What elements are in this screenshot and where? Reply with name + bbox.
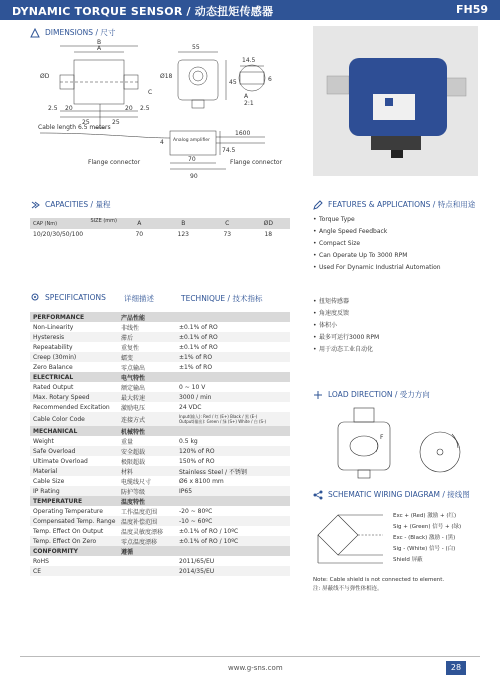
- spec-group-title-cn: 机械特性: [121, 428, 146, 436]
- dim-label-4: 4: [160, 139, 164, 146]
- list-item: • Can Operate Up To 3000 RPM: [313, 250, 441, 262]
- page-header: [0, 0, 500, 20]
- spec-value: 150% of RO: [179, 457, 215, 465]
- spec-name-cn: 最大转速: [121, 394, 146, 402]
- dim-label-90: 90: [190, 173, 198, 180]
- spec-name-cn: 极限超载: [121, 458, 146, 466]
- flange-connector-label-left: Flange connector: [88, 159, 141, 166]
- spec-name-cn: 工作温度范围: [121, 508, 158, 516]
- capacities-col-b: B: [181, 220, 186, 227]
- spec-name: Repeatability: [33, 343, 73, 351]
- table-row: [30, 516, 290, 526]
- page-number: 28: [446, 661, 466, 675]
- capacities-table: [30, 218, 290, 239]
- table-row: 10/20/30/50/100 70 123 73 18: [33, 230, 273, 238]
- table-row: [30, 342, 290, 352]
- features-list-en: [313, 214, 441, 274]
- capacities-col-a: A: [137, 220, 142, 227]
- table-row: [30, 382, 290, 392]
- spec-name: Temp. Effect On Zero: [33, 537, 97, 545]
- spec-name: Hysteresis: [33, 333, 65, 341]
- spec-group-title: PERFORMANCE: [33, 313, 85, 321]
- spec-name: Max. Rotary Speed: [33, 393, 90, 401]
- dim-label-a: A: [97, 45, 102, 52]
- gear-icon: [30, 292, 40, 302]
- table-row: [30, 446, 290, 456]
- spec-name: Cable Color Code: [33, 415, 85, 423]
- wiring-line: Exc - (Black) 激励 - (黑): [393, 535, 456, 541]
- spec-group-header: [30, 312, 290, 322]
- spec-group-header: [30, 546, 290, 556]
- wiring-line: Sig - (White) 信号 - (白): [393, 546, 456, 552]
- spec-value: -20 ~ 80ºC: [179, 507, 213, 515]
- wheatstone-bridge: [313, 505, 388, 567]
- spec-name-cn: 蠕变: [121, 354, 134, 362]
- load-direction-heading: LOAD DIRECTION / 受力方向: [313, 389, 430, 400]
- dim-label-20-right: 20: [125, 105, 133, 112]
- wiring-line: Sig + (Green) 信号 + (绿): [393, 524, 462, 530]
- spec-group-title: CONFORMITY: [33, 547, 78, 555]
- list-item: • 体积小: [313, 320, 379, 332]
- dim-label-25-right: 25: [112, 119, 120, 126]
- table-row: [30, 506, 290, 516]
- spec-name-cn: 温度补偿范围: [121, 518, 158, 526]
- dim-label-od: ØD: [40, 73, 50, 80]
- spec-value: 24 VDC: [179, 403, 202, 411]
- spec-name: Material: [33, 467, 58, 475]
- spec-value: -10 ~ 60ºC: [179, 517, 213, 525]
- cable-length-label: Cable length 6.5 meters: [38, 124, 111, 131]
- spec-group-header: [30, 372, 290, 382]
- spec-name-cn: 电缆线尺寸: [121, 478, 152, 486]
- spec-value: ±1% of RO: [179, 353, 213, 361]
- spec-group-title-cn: 产品性能: [121, 314, 146, 322]
- dim-label-14-5: 14.5: [242, 57, 256, 64]
- list-item: • 角速度反馈: [313, 308, 379, 320]
- table-row: [30, 332, 290, 342]
- dimension-drawing: [30, 38, 285, 188]
- dim-label-45: 45: [229, 79, 237, 86]
- force-label: F: [380, 434, 384, 441]
- spec-group-title: ELECTRICAL: [33, 373, 74, 381]
- torque-sensor-image: [313, 26, 478, 176]
- table-row: [30, 392, 290, 402]
- features-heading: FEATURES & APPLICATIONS / 特点和用途: [313, 199, 475, 210]
- spec-value: Stainless Steel / 不锈钢: [179, 468, 247, 476]
- spec-name: Non-Linearity: [33, 323, 74, 331]
- spec-name-cn: 重量: [121, 438, 134, 446]
- spec-name-cn: 滞后: [121, 334, 134, 342]
- table-row: [30, 456, 290, 466]
- dim-label-c: C: [148, 89, 153, 96]
- spec-value: 2011/65/EU: [179, 557, 215, 565]
- list-item: • Used For Dynamic Industrial Automation: [313, 262, 441, 274]
- table-row: [30, 322, 290, 332]
- spec-value: ±1% of RO: [179, 363, 213, 371]
- spec-name: Creep (30min): [33, 353, 77, 361]
- spec-value: 0.5 kg: [179, 437, 198, 445]
- dim-label-25-left: 25: [82, 119, 90, 126]
- spec-name-cn: 额定输出: [121, 384, 146, 392]
- spec-value: 3000 / min: [179, 393, 212, 401]
- dimensions-heading: DIMENSIONS / 尺寸: [30, 27, 115, 38]
- spec-name-cn: 重复性: [121, 344, 140, 352]
- dim-label-6: 6: [268, 76, 272, 83]
- table-row: [30, 556, 290, 566]
- spec-value: ±0.1% of RO: [179, 343, 218, 351]
- spec-name: RoHS: [33, 557, 49, 565]
- wiring-note: Note: Cable shield is not connected to element. 注: 屏蔽线不与弹性体相连。: [313, 577, 445, 592]
- spec-name: Cable Size: [33, 477, 65, 485]
- table-row: [30, 476, 290, 486]
- ruler-icon: [30, 28, 40, 38]
- spec-name-cn: [118, 566, 176, 576]
- spec-name: Ultimate Overload: [33, 457, 88, 465]
- dim-label-2-5-right: 2.5: [140, 105, 150, 112]
- dim-label-1600: 1600: [235, 130, 251, 137]
- dim-label-detail-a: A: [244, 93, 249, 100]
- table-row: [30, 566, 290, 576]
- spec-value: ±0.1% of RO: [179, 333, 218, 341]
- amplifier-label: Analog amplifier: [173, 138, 210, 143]
- spec-name: Safe Overload: [33, 447, 76, 455]
- spec-group-title-cn: 遵循: [121, 548, 134, 556]
- spec-group-title: TEMPERATURE: [33, 497, 83, 505]
- list-item: • Compact Size: [313, 238, 441, 250]
- table-row: [30, 362, 290, 372]
- spec-name-cn: 激励电压: [121, 404, 146, 412]
- spec-value: ±0.1% of RO: [179, 323, 218, 331]
- spec-name-cn: 安全超载: [121, 448, 146, 456]
- spec-name-cn: 零点温度漂移: [121, 538, 158, 546]
- footer-divider: [20, 656, 480, 657]
- spec-name: Temp. Effect On Output: [33, 527, 104, 535]
- spec-value: 0 ~ 10 V: [179, 383, 206, 391]
- spec-name-cn: 防护等级: [121, 488, 146, 496]
- cable-input-line: Input(输入): Red / 红 (E+) Black / 黑 (E-): [179, 414, 258, 419]
- list-item: • 扭矩传感器: [313, 296, 379, 308]
- spec-name-cn: 连接方式: [121, 416, 146, 424]
- spec-value: 2014/35/EU: [179, 567, 215, 575]
- capacities-col-c: C: [225, 220, 230, 227]
- spec-name: Rated Output: [33, 383, 74, 391]
- specifications-heading-cn: 详细描述: [124, 294, 154, 303]
- dim-label-74-5: 74.5: [222, 147, 236, 154]
- flange-connector-label-right: Flange connector: [230, 159, 283, 166]
- specifications-table: [30, 312, 290, 576]
- wiring-line: Shield 屏蔽: [393, 557, 423, 563]
- spec-name-cn: 温度灵敏度漂移: [121, 528, 164, 536]
- dim-label-20-left: 20: [65, 105, 73, 112]
- list-item: • Torque Type: [313, 214, 441, 226]
- table-row: [30, 526, 290, 536]
- spec-value: 120% of RO: [179, 447, 215, 455]
- spec-value: Ø6 x 8100 mm: [179, 477, 224, 485]
- arrows-icon: [313, 390, 323, 400]
- spec-name: Operating Temperature: [33, 507, 103, 515]
- spec-value: IP65: [179, 487, 193, 495]
- spec-name-cn: 零点输出: [121, 364, 146, 372]
- features-list-cn: [313, 296, 379, 356]
- technique-heading: TECHNIQUE / 技术指标: [181, 294, 263, 303]
- network-icon: [313, 490, 323, 500]
- table-row: [30, 466, 290, 476]
- capacities-heading: CAPACITIES / 量程: [30, 199, 110, 210]
- table-row: [30, 436, 290, 446]
- cable-output-line: Output(输出): Green / 绿 (S+) White / 白 (S-): [179, 419, 267, 424]
- spec-group-header: [30, 426, 290, 436]
- spec-value: ±0.1% of RO / 10ºC: [179, 537, 239, 545]
- chevron-icon: [30, 200, 40, 210]
- product-photo: [313, 26, 478, 176]
- spec-name-cn: [118, 556, 176, 566]
- specifications-heading: SPECIFICATIONS: [30, 292, 106, 302]
- spec-value: [176, 412, 290, 426]
- table-row: [30, 402, 290, 412]
- spec-name: Zero Balance: [33, 363, 73, 371]
- wiring-line: Exc + (Red) 激励 + (红): [393, 513, 457, 519]
- spec-name: IP Rating: [33, 487, 60, 495]
- dim-label-55: 55: [192, 44, 200, 51]
- pencil-icon: [313, 200, 323, 210]
- wiring-heading: SCHEMATIC WIRING DIAGRAM / 接线图: [313, 489, 470, 500]
- spec-name: CE: [33, 567, 41, 575]
- model-number: FH59: [455, 3, 488, 16]
- spec-group-title-cn: 电气特性: [121, 374, 146, 382]
- table-row: [30, 536, 290, 546]
- list-item: • 最多可运行3000 RPM: [313, 332, 379, 344]
- dim-label-scale: 2:1: [244, 100, 254, 107]
- list-item: • 用于动态工业自动化: [313, 344, 379, 356]
- spec-group-title-cn: 温度特性: [121, 498, 146, 506]
- spec-name: Recommended Excitation: [33, 403, 110, 411]
- spec-name-cn: 非线性: [121, 324, 140, 332]
- capacities-col-od: ØD: [263, 220, 273, 227]
- dim-label-70: 70: [188, 156, 196, 163]
- table-row: [30, 352, 290, 362]
- list-item: • Angle Speed Feedback: [313, 226, 441, 238]
- dim-label-2-5-left: 2.5: [48, 105, 58, 112]
- table-row: [30, 412, 290, 426]
- dim-label-b: B: [97, 39, 102, 46]
- dim-label-o18: Ø18: [160, 73, 173, 80]
- spec-name: Compensated Temp. Range: [33, 517, 116, 525]
- spec-value: ±0.1% of RO / 10ºC: [179, 527, 239, 535]
- table-row: [30, 486, 290, 496]
- capacities-header-corner: CAP (Nm) SIZE (mm): [33, 218, 117, 227]
- spec-group-header: [30, 496, 290, 506]
- spec-name-cn: 材料: [121, 468, 134, 476]
- wiring-legend: [393, 511, 461, 566]
- spec-name: Weight: [33, 437, 54, 445]
- spec-group-title: MECHANICAL: [33, 427, 78, 435]
- load-direction-diagram: [330, 404, 480, 484]
- page-title: DYNAMIC TORQUE SENSOR / 动态扭矩传感器: [12, 5, 274, 18]
- footer-url[interactable]: www.g-sns.com: [228, 664, 283, 672]
